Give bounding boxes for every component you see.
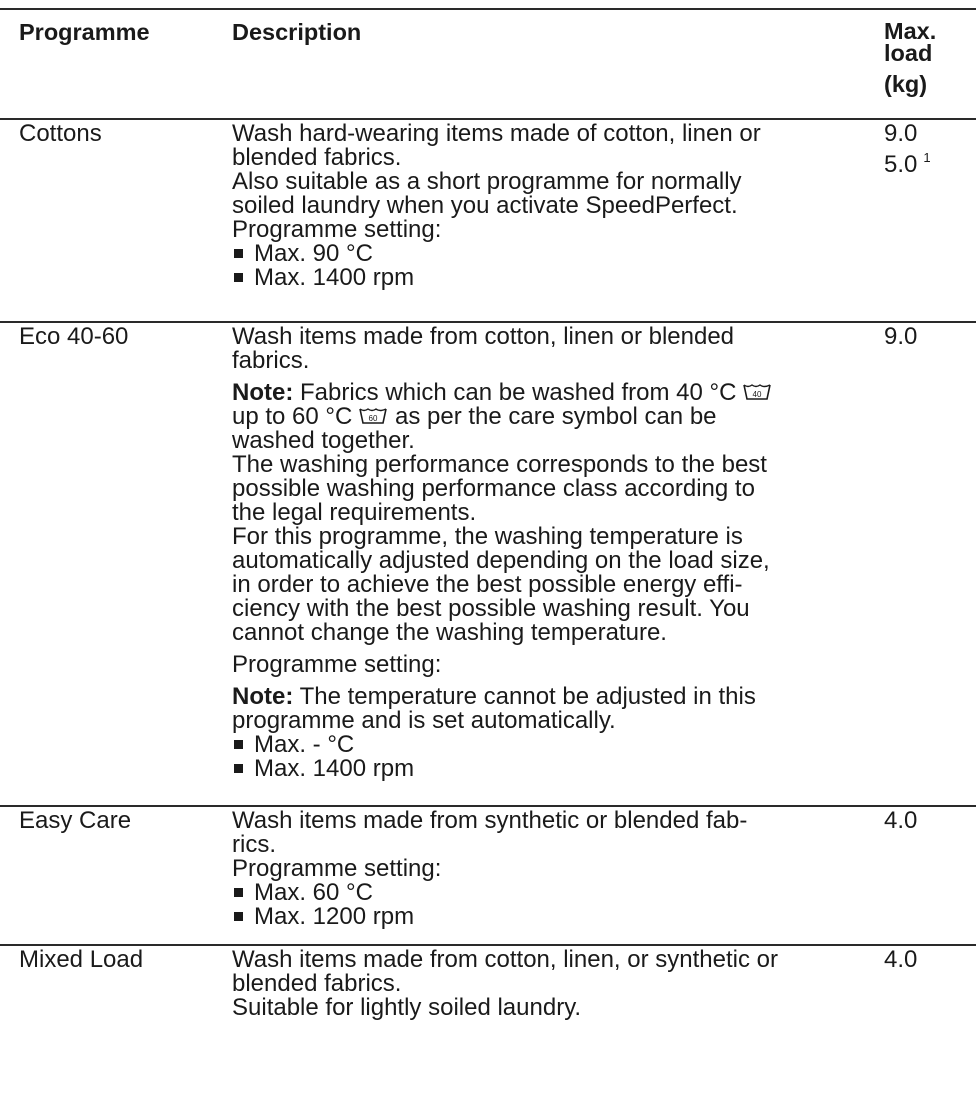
setting-bullet: Max. 1200 rpm [232, 905, 872, 929]
description-line: Programme setting: [232, 855, 442, 882]
description-line: The washing performance corresponds to the best [232, 451, 767, 478]
description-line: cannot change the washing temperature. [232, 619, 667, 646]
description-line: fabrics. [232, 347, 310, 374]
table-row-mixed-load [0, 948, 976, 1098]
setting-label: Programme setting: [232, 651, 442, 678]
programme-description [232, 325, 872, 781]
note-label: Note: [232, 379, 294, 406]
bullet-square-icon [234, 740, 243, 749]
description-line: For this programme, the washing temperature is [232, 523, 743, 550]
table-row-eco-40-60 [0, 325, 976, 809]
max-load-value [884, 948, 974, 972]
header-description: Description [232, 19, 362, 45]
note-line: up to 60 °C 60 as per the care symbol can be [232, 403, 717, 430]
note-line: washed together. [232, 427, 415, 454]
programme-description [232, 809, 872, 929]
description-line: Programme setting: [232, 216, 442, 243]
description-line: Also suitable as a short programme for normally [232, 168, 742, 195]
description-line: blended fabrics. [232, 970, 402, 997]
max-load-value [884, 809, 974, 833]
header-max-load-line2: load [884, 40, 933, 66]
max-load-value [884, 325, 974, 349]
programme-name: Mixed Load [19, 946, 144, 973]
description-line: Wash items made from cotton, linen, or synthetic or [232, 946, 778, 973]
setting-bullet: Max. 1400 rpm [232, 757, 872, 781]
load-value: 9.0 [884, 120, 918, 147]
programme-name: Eco 40-60 [19, 323, 129, 350]
note-label: Note: [232, 683, 294, 710]
description-line: blended fabrics. [232, 144, 402, 171]
load-value: 9.0 [884, 323, 918, 350]
description-line: Suitable for lightly soiled laundry. [232, 994, 582, 1021]
header-max-load-unit: (kg) [884, 71, 928, 97]
note-line: programme and is set automatically. [232, 707, 616, 734]
table-header-row [0, 20, 976, 110]
care-symbol-label: 60 [368, 414, 378, 423]
table-row-cottons [0, 122, 976, 318]
load-value: 4.0 [884, 807, 918, 834]
setting-bullet: Max. - °C [232, 733, 872, 757]
description-line: automatically adjusted depending on the load size, [232, 547, 770, 574]
description-line: possible washing performance class according to [232, 475, 755, 502]
description-line: ciency with the best possible washing result. You [232, 595, 750, 622]
load-value-footnoted: 5.0 $^1$ [884, 150, 931, 178]
note-line: Note: The temperature cannot be adjusted in this [232, 683, 756, 710]
setting-bullet: Max. 60 °C [232, 881, 872, 905]
description-line: Wash items made from cotton, linen or blended [232, 323, 735, 350]
bullet-square-icon [234, 764, 243, 773]
programme-description [232, 948, 872, 1020]
header-max-load-line1: Max. [884, 18, 937, 44]
setting-bullet: Max. 90 °C [232, 242, 872, 266]
description-line: the legal requirements. [232, 499, 477, 526]
description-line: soiled laundry when you activate SpeedPerfect. [232, 192, 738, 219]
max-load-value [884, 122, 974, 177]
header-max-load [884, 20, 974, 96]
wash-40-care-icon [742, 383, 772, 401]
bullet-square-icon [234, 912, 243, 921]
bullet-square-icon [234, 273, 243, 282]
footnote-marker: 1 [923, 150, 931, 165]
table-row-easy-care [0, 809, 976, 941]
header-programme: Programme [19, 19, 150, 45]
load-value: 4.0 [884, 946, 918, 973]
bullet-square-icon [234, 888, 243, 897]
wash-60-care-icon [358, 407, 388, 425]
programme-name: Cottons [19, 120, 102, 147]
description-line: rics. [232, 831, 276, 858]
care-symbol-label: 40 [753, 390, 762, 399]
programme-description [232, 122, 872, 290]
note-line: Note: Fabrics which can be washed from 40 °C 40 [232, 381, 872, 405]
bullet-square-icon [234, 249, 243, 258]
description-line: Wash items made from synthetic or blended fab- [232, 807, 748, 834]
description-line: Wash hard-wearing items made of cotton, linen or [232, 120, 761, 147]
setting-bullet: Max. 1400 rpm [232, 266, 872, 290]
description-line: in order to achieve the best possible energy effi- [232, 571, 743, 598]
table-top-rule [0, 8, 976, 10]
programme-name: Easy Care [19, 807, 132, 834]
